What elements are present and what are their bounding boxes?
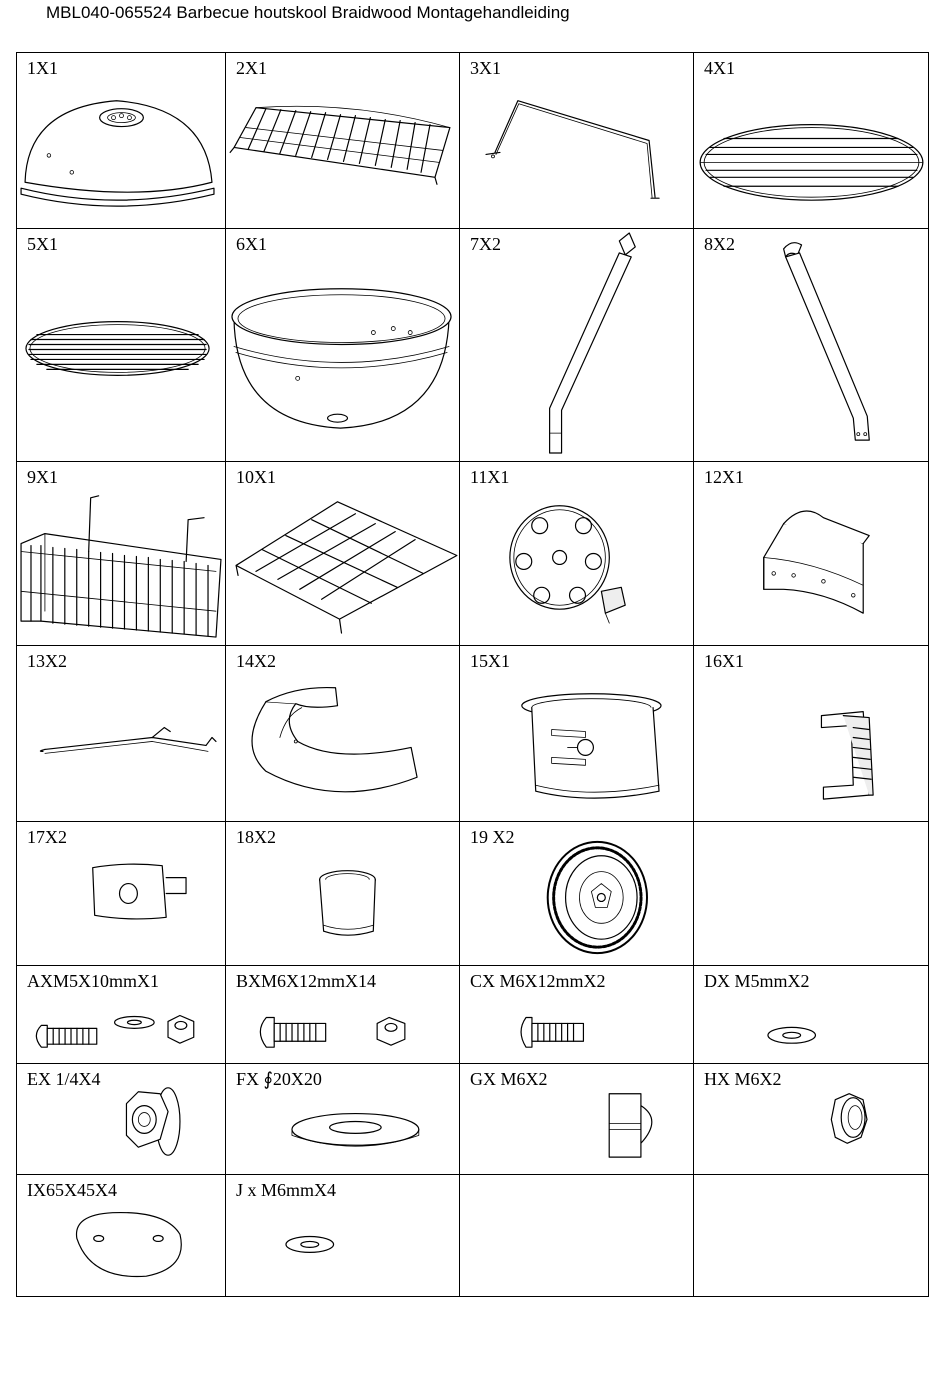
small-washer-icon	[226, 1175, 459, 1296]
part-cell	[694, 1064, 929, 1175]
part-cell	[226, 1064, 460, 1175]
table-row	[17, 966, 929, 1064]
plate-icon	[17, 822, 225, 965]
part-cell	[460, 53, 694, 229]
bolt-nut-icon	[226, 966, 459, 1063]
part-cell	[226, 229, 460, 462]
charcoal-grate-icon	[17, 229, 225, 461]
part-label: 19 X2	[470, 827, 515, 847]
part-label: 16X1	[704, 651, 744, 671]
table-row	[17, 646, 929, 822]
part-cell	[694, 966, 929, 1064]
part-cell	[17, 229, 226, 462]
part-label: 6X1	[236, 234, 267, 254]
flange-nut-icon	[17, 1064, 225, 1174]
part-label: CX M6X12mmX2	[470, 971, 606, 991]
bolt-washer-nut-icon	[17, 966, 225, 1063]
part-cell	[226, 462, 460, 646]
part-cell	[17, 1064, 226, 1175]
part-label: 10X1	[236, 467, 276, 487]
part-cell	[460, 1175, 694, 1297]
part-label: 18X2	[236, 827, 276, 847]
lid-hanger-rod-icon	[460, 53, 693, 228]
part-label: 11X1	[470, 467, 510, 487]
leg-bracket-icon	[694, 462, 928, 645]
warming-rack-icon	[226, 53, 459, 228]
part-label: J x M6mmX4	[236, 1180, 337, 1200]
part-cell	[694, 462, 929, 646]
part-label: 8X2	[704, 234, 735, 254]
part-cell	[694, 822, 929, 966]
part-label: 9X1	[27, 467, 58, 487]
part-cell	[226, 966, 460, 1064]
table-row	[17, 53, 929, 229]
part-label: AXM5X10mmX1	[27, 971, 160, 991]
part-label: BXM6X12mmX14	[236, 971, 377, 991]
part-label: 4X1	[704, 58, 735, 78]
parts-table	[16, 52, 929, 1297]
part-label: 2X1	[236, 58, 267, 78]
part-cell	[460, 966, 694, 1064]
foot-cap-icon	[226, 822, 459, 965]
heat-shield-icon	[226, 646, 459, 821]
part-cell	[460, 646, 694, 822]
part-label: 15X1	[470, 651, 510, 671]
table-row	[17, 822, 929, 966]
part-label: IX65X45X4	[27, 1180, 117, 1200]
part-label: DX M5mmX2	[704, 971, 810, 991]
part-cell	[460, 1064, 694, 1175]
oval-plate-icon	[17, 1175, 225, 1296]
part-cell	[17, 462, 226, 646]
leg-icon	[460, 229, 693, 461]
part-cell	[694, 646, 929, 822]
part-cell	[226, 1175, 460, 1297]
part-cell	[17, 822, 226, 966]
part-cell	[226, 53, 460, 229]
table-row	[17, 229, 929, 462]
part-cell	[460, 229, 694, 462]
hook-icon	[17, 646, 225, 821]
cap-nut-icon	[460, 1064, 693, 1174]
ash-damper-icon	[460, 462, 693, 645]
part-label: 13X2	[27, 651, 67, 671]
basket-icon	[17, 462, 225, 645]
part-label: GX M6X2	[470, 1069, 548, 1089]
table-row	[17, 462, 929, 646]
part-cell	[694, 53, 929, 229]
part-label: HX M6X2	[704, 1069, 782, 1089]
part-cell	[226, 822, 460, 966]
ash-cup-icon	[460, 646, 693, 821]
part-label: EX 1/4X4	[27, 1069, 101, 1089]
handle-icon	[694, 646, 928, 821]
part-label: 17X2	[27, 827, 67, 847]
part-cell	[460, 462, 694, 646]
lock-nut-icon	[694, 1064, 928, 1174]
part-cell	[17, 1175, 226, 1297]
part-cell	[17, 53, 226, 229]
part-label: 1X1	[27, 58, 58, 78]
part-cell	[694, 229, 929, 462]
bowl-icon	[226, 229, 459, 461]
table-row	[17, 1175, 929, 1297]
part-label: 3X1	[470, 58, 501, 78]
part-cell	[17, 966, 226, 1064]
bottom-shelf-icon	[226, 462, 459, 645]
part-label: FX ∮20X20	[236, 1069, 322, 1089]
table-row	[17, 1064, 929, 1175]
part-cell	[226, 646, 460, 822]
bolt-icon	[460, 966, 693, 1063]
part-cell	[17, 646, 226, 822]
cooking-grate-icon	[694, 53, 928, 228]
document-title: MBL040-065524 Barbecue houtskool Braidwood Montagehandleiding	[46, 3, 570, 22]
part-cell	[460, 822, 694, 966]
lid-icon	[17, 53, 225, 228]
part-label: 12X1	[704, 467, 744, 487]
wheel-icon	[460, 822, 693, 965]
part-label: 7X2	[470, 234, 501, 254]
part-label: 14X2	[236, 651, 276, 671]
washer-icon	[694, 966, 928, 1063]
part-cell	[694, 1175, 929, 1297]
large-washer-icon	[226, 1064, 459, 1174]
leg-icon	[694, 229, 928, 461]
part-label: 5X1	[27, 234, 58, 254]
